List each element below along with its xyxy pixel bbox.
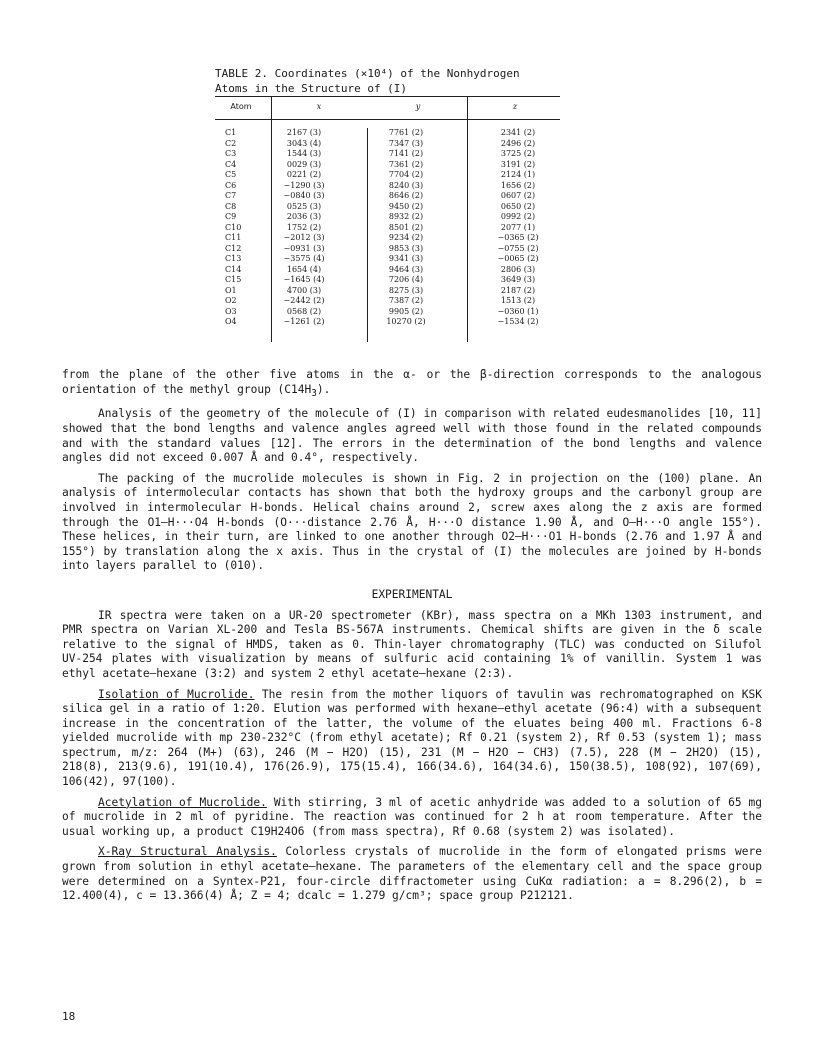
x-column: [273, 128, 335, 328]
table-cell-z: 2496 (2): [500, 138, 536, 148]
table-caption: TABLE 2. Coordinates (×10⁴) of the Nonhydrogen Atoms in the Structure of (I): [215, 67, 520, 95]
table-cell-atom: C12: [225, 243, 242, 253]
table-cell-atom: C13: [225, 254, 242, 263]
table-cell-y: 9341 (3): [388, 254, 424, 263]
table-cell-z: 0607 (2): [500, 191, 536, 200]
table-cell-x: −1290 (3): [283, 180, 325, 190]
table-cell-x: −3575 (4): [283, 254, 325, 263]
table-cell-atom: C15: [225, 275, 242, 284]
header-x: x: [316, 102, 322, 111]
table-cell-z: 2077 (1): [500, 222, 536, 232]
table-cell-z: −1534 (2): [497, 317, 539, 326]
table-top-rule: [215, 96, 560, 97]
table-cell-y: 9464 (3): [388, 264, 424, 274]
table-cell-atom: C1: [225, 128, 237, 137]
header-y: y: [415, 102, 421, 111]
table-cell-x: 0525 (3): [286, 201, 322, 211]
table-cell-y: 9905 (2): [388, 306, 424, 316]
table-cell-z: −0360 (1): [497, 306, 539, 316]
table-cell-x: 0029 (3): [286, 159, 322, 169]
paragraph: IR spectra were taken on a UR-20 spectrometer (KBr), mass spectra on a MKh 1303 instrument, and PMR spectra on Varian XL-200 and Tesla BS-567A instruments. Chemical shifts are given in the δ scale relative to the signal of HMDS, taken as 0. Thin-layer chromatography (TLC) was conducted on Silufol UV-254 plates with visualization by means of sulfuric acid containing 1% of vanillin. System 1 was ethyl acetate—hexane (3:2) and system 2 ethyl acetate—hexane (2:3).: [62, 608, 762, 680]
table-cell-atom: C11: [225, 233, 242, 242]
table-cell-y: 7361 (2): [388, 159, 424, 169]
table-cell-x: 1654 (4): [286, 264, 322, 274]
table-cell-atom: C14: [225, 264, 242, 274]
table-cell-z: 1513 (2): [500, 296, 536, 305]
table-cell-atom: O3: [225, 306, 237, 316]
table-cell-y: 7141 (2): [388, 149, 424, 158]
page-number: 18: [62, 1010, 76, 1023]
table-cell-x: 3043 (4): [286, 138, 322, 148]
table-cell-x: 1544 (3): [286, 149, 322, 158]
table-cell-y: 7387 (2): [388, 296, 424, 305]
paragraph: X-Ray Structural Analysis. Colorless crystals of mucrolide in the form of elongated prisms were grown from solution in ethyl acetate—hexane. The parameters of the elementary cell and the space group were determined on a Syntex-P21, four-circle diffractometer using CuKα radiation: a = 8.296(2), b = 12.400(4), c = 13.366(4) Å; Z = 4; dcalc = 1.279 g/cm³; space group P212121.: [62, 845, 763, 903]
table-cell-z: 2124 (1): [500, 170, 536, 179]
subsection-title: Isolation of Mucrolide.: [98, 687, 255, 701]
table-cell-x: −2442 (2): [283, 296, 325, 305]
table-cell-y: 8932 (2): [388, 212, 424, 221]
paragraph: from the plane of the other five atoms in the α- or the β-direction corresponds to the analogous orientation of the methyl group $(C14H_3)$.: [62, 368, 762, 399]
table-cell-z: 2341 (2): [500, 128, 536, 137]
subsection-title: X-Ray Structural Analysis.: [98, 845, 277, 859]
table-cell-x: −2012 (3): [283, 233, 325, 242]
y-column: [375, 128, 437, 328]
table-divider: [367, 128, 368, 342]
table-cell-y: 8501 (2): [388, 222, 424, 232]
table-cell-x: 4700 (3): [286, 285, 322, 295]
table-cell-atom: O1: [225, 285, 237, 295]
table-cell-x: −1645 (4): [283, 275, 325, 284]
header-atom: Atom: [230, 102, 252, 111]
table-cell-z: −0365 (2): [497, 233, 539, 242]
table-cell-atom: C9: [225, 212, 237, 221]
table-cell-x: 0568 (2): [286, 306, 322, 316]
table-cell-z: 3725 (2): [500, 149, 536, 158]
table-header-rule: [215, 119, 560, 120]
table-cell-x: −0931 (3): [283, 243, 325, 253]
coordinates-table: [215, 96, 560, 344]
table-cell-atom: C4: [225, 159, 237, 169]
table-cell-z: 0650 (2): [500, 201, 536, 211]
section-heading: EXPERIMENTAL: [371, 587, 453, 601]
table-cell-atom: O2: [225, 296, 237, 305]
table-cell-y: 10270 (2): [386, 317, 426, 326]
table-cell-y: 9234 (2): [388, 233, 424, 242]
table-cell-atom: C8: [225, 201, 237, 211]
table-cell-z: −0065 (2): [497, 254, 539, 263]
table-cell-y: 7761 (2): [388, 128, 424, 137]
table-cell-z: 1656 (2): [500, 180, 536, 190]
table-cell-atom: C7: [225, 191, 237, 200]
table-cell-y: 8646 (2): [388, 191, 424, 200]
table-cell-z: 2187 (2): [500, 285, 536, 295]
table-cell-x: −1261 (2): [283, 317, 325, 326]
body-text: [62, 368, 762, 904]
table-cell-atom: C3: [225, 149, 237, 158]
paragraph: Isolation of Mucrolide. The resin from the mother liquors of tavulin was rechromatographed on KSK silica gel in a ratio of 1:20. Elution was performed with hexane—ethyl acetate (96:4) with a subsequent increase in the concentration of the latter, the volume of the eluates being 400 ml. Fractions 6-8 yielded mucrolide with mp 230-232°C (from ethyl acetate); Rf 0.21 (system 2), Rf 0.53 (system 1); mass spectrum, m/z: 264 (M+) (63), 246 (M − H2O) (15), 231 (M − H2O − CH3) (7.5), 228 (M − 2H2O) (15), 218(8), 213(9.6), 191(10.4), 176(26.9), 175(15.4), 166(34.6), 164(34.6), 150(38.5), 108(92), 107(69), 106(42), 97(100).: [62, 687, 762, 789]
table-cell-z: 0992 (2): [500, 212, 536, 221]
table-cell-y: 8240 (3): [388, 180, 424, 190]
table-cell-y: 9853 (3): [388, 243, 424, 253]
table-cell-z: 3649 (3): [500, 275, 536, 284]
subsection-title: Acetylation of Mucrolide.: [98, 795, 267, 809]
paragraph: The packing of the mucrolide molecules is shown in Fig. 2 in projection on the (100) plane. An analysis of intermolecular contacts has shown that both the hydroxy groups and the carbonyl group are involved in intermolecular H-bonds. Helical chains around 2, screw axes along the z axis are formed through the O1—H···O4 H-bonds (O···distance 2.76 Å, H···O distance 1.90 Å, and O—H···O angle 155°). These helices, in their turn, are linked to one another through O2—H···O1 H-bonds (2.76 and 1.97 Å and 155°) by translation along the x axis. Thus in the crystal of (I) the molecules are joined by H-bonds into layers parallel to (010).: [62, 471, 762, 573]
table-divider: [271, 96, 272, 342]
table-cell-atom: C2: [225, 138, 237, 148]
table-cell-x: 1752 (2): [286, 222, 322, 232]
header-z: z: [512, 102, 518, 111]
paragraph: Acetylation of Mucrolide. With stirring, 3 ml of acetic anhydride was added to a solution of 65 mg of mucrolide in 2 ml of pyridine. The reaction was continued for 2 h at room temperature. After the usual working up, a product C19H24O6 (from mass spectra), Rf 0.68 (system 2) was isolated).: [62, 795, 763, 838]
table-cell-z: 2806 (3): [500, 264, 536, 274]
table-cell-y: 9450 (2): [388, 201, 424, 211]
table-cell-z: −0755 (2): [497, 243, 539, 253]
table-cell-z: 3191 (2): [500, 159, 536, 169]
table-cell-atom: C6: [225, 180, 237, 190]
table-cell-x: 2167 (3): [286, 128, 322, 137]
table-cell-y: 7206 (4): [388, 275, 424, 284]
table-cell-x: 2036 (3): [286, 212, 322, 221]
table-divider: [467, 96, 468, 342]
table-cell-y: 8275 (3): [388, 285, 424, 295]
table-cell-x: 0221 (2): [286, 170, 322, 179]
table-cell-atom: C10: [225, 222, 242, 232]
z-column: [487, 128, 549, 328]
table-cell-atom: C5: [225, 170, 237, 179]
table-cell-y: 7347 (3): [388, 138, 424, 148]
atom-column: [225, 128, 255, 328]
table-cell-atom: O4: [225, 317, 237, 326]
paragraph: Analysis of the geometry of the molecule of (I) in comparison with related eudesmanolides [10, 11] showed that the bond lengths and valence angles agreed well with those found in the related compounds and with the standard values [12]. The errors in the determination of the bond lengths and valence angles did not exceed 0.007 Å and 0.4°, respectively.: [62, 407, 762, 465]
table-cell-y: 7704 (2): [388, 170, 424, 179]
table-cell-x: −0840 (3): [283, 191, 325, 200]
